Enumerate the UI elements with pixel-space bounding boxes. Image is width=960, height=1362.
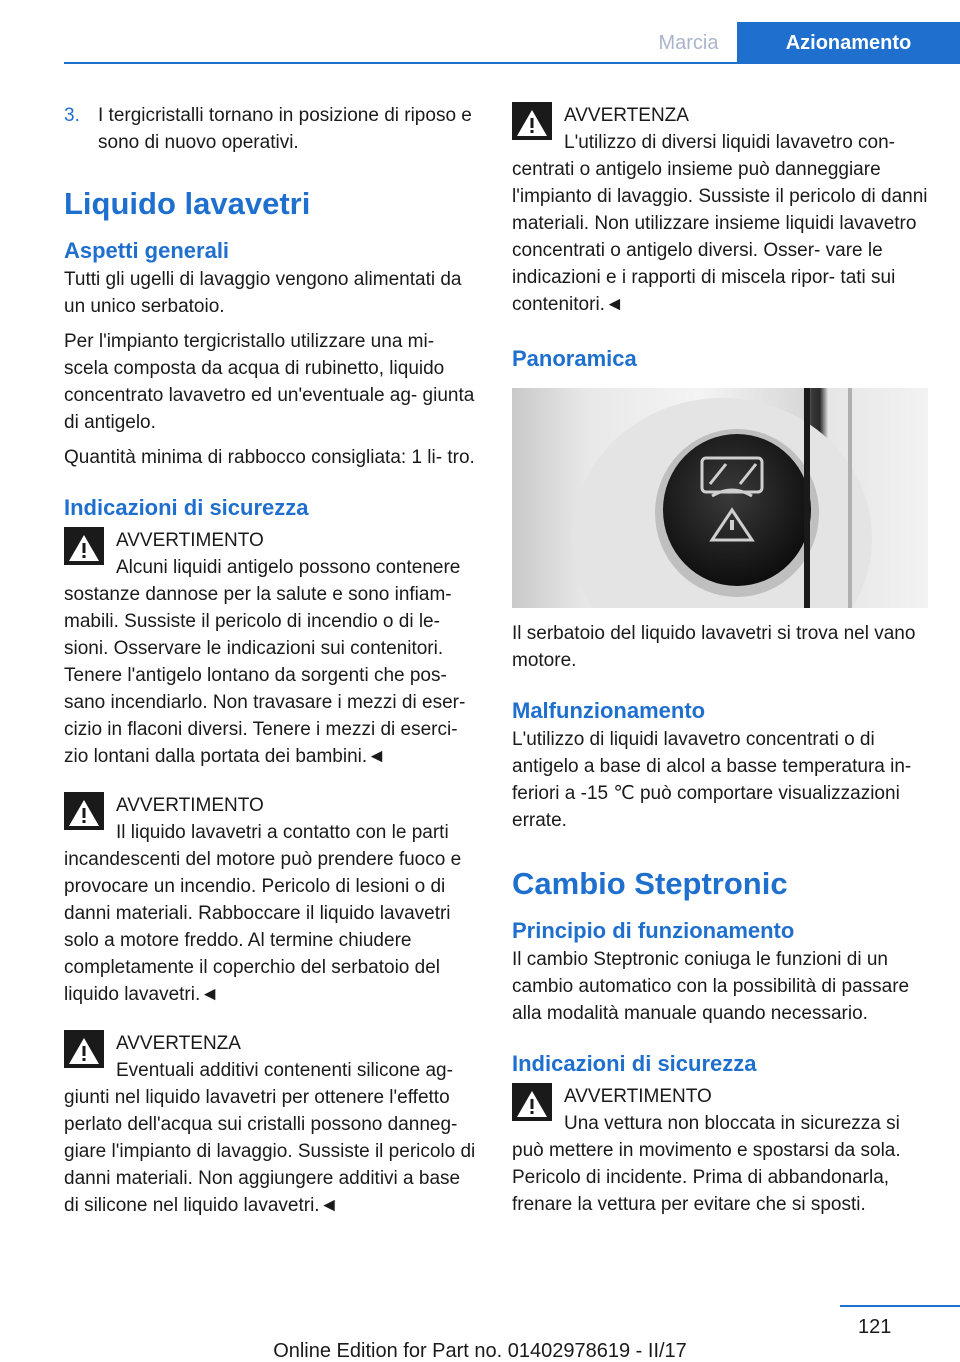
warning-title: AVVERTIMENTO <box>116 795 264 816</box>
washer-fluid-cap-image <box>512 388 928 608</box>
paragraph-quantita: Quantità minima di rabbocco consigliata: 1 li‐ tro. <box>64 447 475 468</box>
warning-title: AVVERTIMENTO <box>564 1086 712 1107</box>
edition-line: Online Edition for Part no. 01402978619 - II/17 <box>273 1340 687 1362</box>
page-number: 121 <box>858 1316 892 1338</box>
warning-silicone <box>64 1030 480 1219</box>
list-item-step3 <box>64 102 480 156</box>
warning-triangle-icon <box>64 527 104 565</box>
warning-first-line: Il liquido lavavetri a contatto con le parti <box>116 822 449 843</box>
warning-antigelo <box>64 527 480 770</box>
paragraph-ugelli: Tutti gli ugelli di lavaggio vengono alimentati da un unico serbatoio. <box>64 269 462 317</box>
paragraph-principio: Il cambio Steptronic coniuga le funzioni di un cambio automatico con la possibilità di passare alla modalità manuale quando necessario. <box>512 949 910 1024</box>
warning-title: AVVERTENZA <box>564 105 689 126</box>
paragraph-serbatoio: Il serbatoio del liquido lavavetri si trova nel vano motore. <box>512 623 916 671</box>
warning-vettura-bloccata <box>512 1083 928 1218</box>
warning-body: può mettere in movimento e spostarsi da sola. Pericolo di incidente. Prima di abbandonarla, frenare la vettura per evitare che si sposti. <box>512 1140 901 1215</box>
warning-liquidi-diversi <box>512 102 928 318</box>
warning-title: AVVERTIMENTO <box>116 530 264 551</box>
header-rule <box>64 62 960 64</box>
right-column <box>512 102 928 1218</box>
heading-indicazioni-sicurezza-2: Indicazioni di sicurezza <box>512 1051 757 1076</box>
heading-indicazioni-sicurezza: Indicazioni di sicurezza <box>64 495 309 520</box>
step-text: I tergicristalli tornano in posizione di riposo e sono di nuovo operativi. <box>98 105 472 153</box>
header-nav <box>640 22 960 64</box>
washer-cap-illustration <box>512 388 928 608</box>
heading-malfunzionamento: Malfunzionamento <box>512 698 706 723</box>
warning-fuoco <box>64 792 480 1008</box>
heading-principio-funzionamento: Principio di funzionamento <box>512 918 795 943</box>
tab-marcia[interactable]: Marcia <box>658 31 719 54</box>
footer-rule <box>840 1305 960 1307</box>
heading-panoramica: Panoramica <box>512 346 637 371</box>
step-number: 3. <box>64 105 80 126</box>
warning-title: AVVERTENZA <box>116 1033 241 1054</box>
warning-body: centrati o antigelo insieme può danneggiare l'impianto di lavaggio. Sussiste il pericolo di danni materiali. Non utilizzare insieme liquidi lavavetro concentrati o antigelo diversi. Osser‐ vare le indicazioni e i rapporti di miscela ripor‐ tati sui contenitori.◄ <box>512 159 928 315</box>
warning-triangle-icon <box>512 1083 552 1121</box>
heading-aspetti-generali: Aspetti generali <box>64 238 230 263</box>
paragraph-malfunzionamento: L'utilizzo di liquidi lavavetro concentrati o di antigelo a base di alcol a basse temperatura in‐ feriori a ‑15 ℃ può comportare visualizzazioni errate. <box>512 729 912 831</box>
warning-first-line: Una vettura non bloccata in sicurezza si <box>564 1113 900 1134</box>
warning-triangle-icon <box>64 1030 104 1068</box>
warning-first-line: L'utilizzo di diversi liquidi lavavetro con‐ <box>564 132 895 153</box>
paragraph-miscela: Per l'impianto tergicristallo utilizzare una mi‐ scela composta da acqua di rubinetto, liquido concentrato lavavetro ed un'eventuale ag‐ giunta di antigelo. <box>64 331 475 433</box>
warning-first-line: Eventuali additivi contenenti silicone ag‐ <box>116 1060 453 1081</box>
heading-liquido-lavavetri: Liquido lavavetri <box>64 186 311 221</box>
warning-first-line: Alcuni liquidi antigelo possono contenere <box>116 557 461 578</box>
warning-body: incandescenti del motore può prendere fuoco e provocare un incendio. Pericolo di lesioni o di danni materiali. Rabboccare il liquido lavavetri solo a motore freddo. Al termine chiudere completamente il coperchio del serbatoio del liquido lavavetri.◄ <box>64 849 462 1005</box>
tab-azionamento[interactable]: Azionamento <box>737 22 960 64</box>
left-column <box>64 102 480 1219</box>
warning-body: giunti nel liquido lavavetri per ottenere l'effetto perlato dell'acqua sui cristalli possono danneg‐ giare l'impianto di lavaggio. Sussiste il pericolo di danni materiali. Non aggiungere additivi a base di silicone nel liquido lavavetri.◄ <box>64 1087 476 1216</box>
warning-body: sostanze dannose per la salute e sono infiam‐ mabili. Sussiste il pericolo di incendio o di le‐ sioni. Osservare le indicazioni sui contenitori. Tenere l'antigelo lontano da sorgenti che pos‐ sano incendiarlo. Non travasare i mezzi di eser‐ cizio in flaconi diversi. Tenere i mezzi di eserci‐ zio lontani dalla portata dei bambini.◄ <box>64 584 466 767</box>
heading-cambio-steptronic: Cambio Steptronic <box>512 866 788 901</box>
warning-triangle-icon <box>512 102 552 140</box>
warning-triangle-icon <box>64 792 104 830</box>
